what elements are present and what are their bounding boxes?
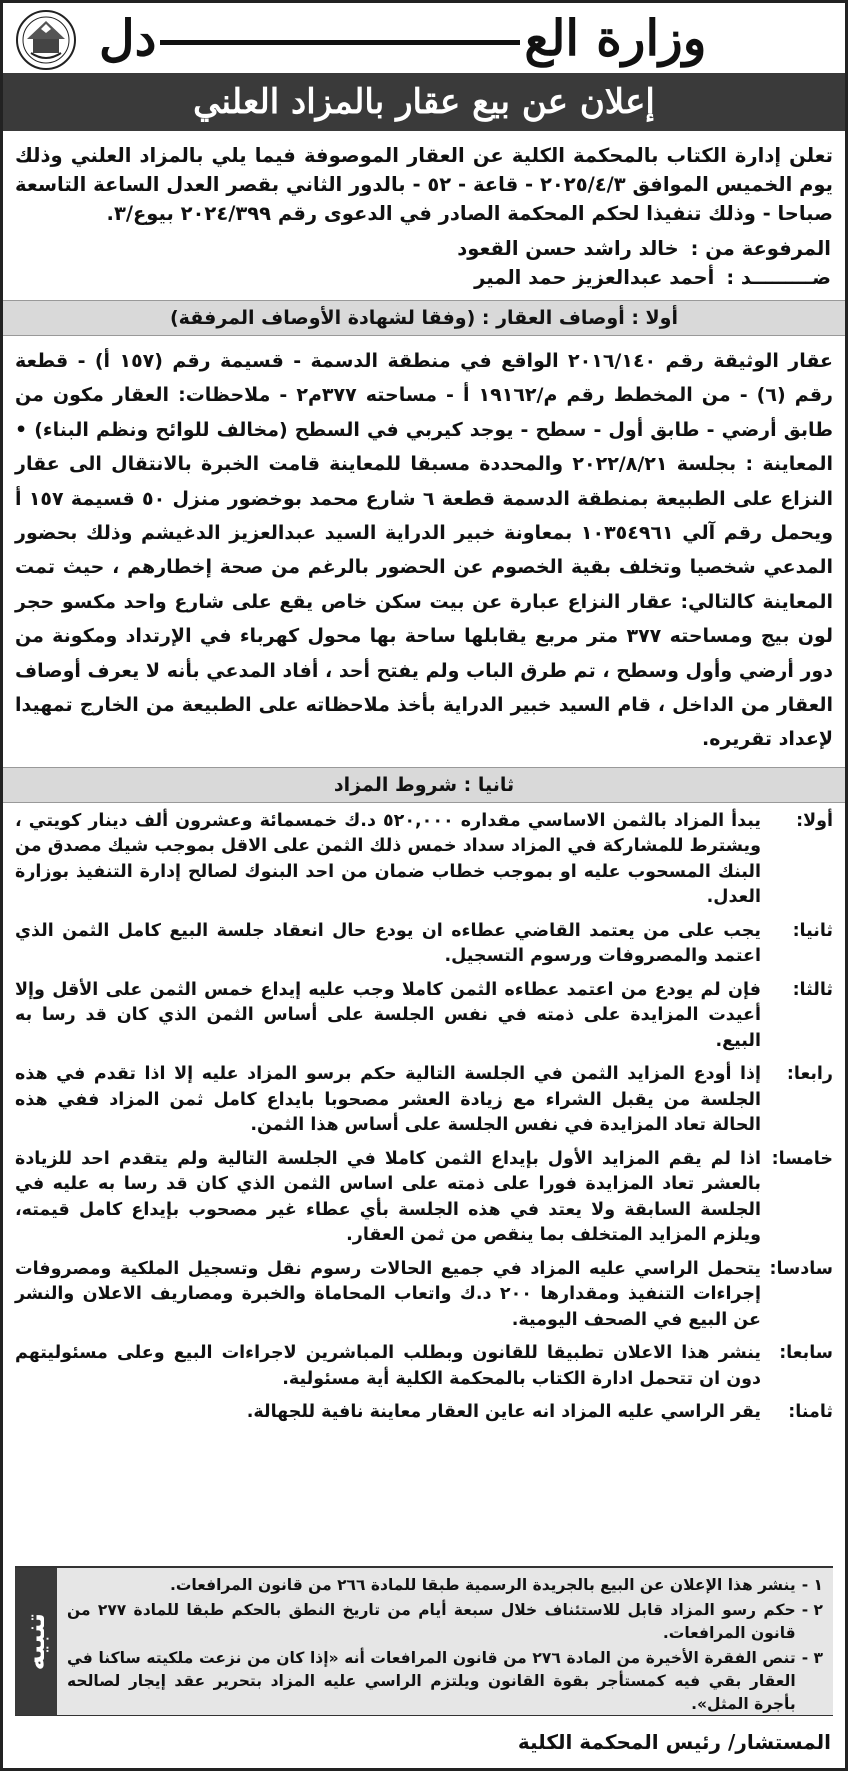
ministry-title bbox=[99, 8, 707, 67]
condition-item bbox=[15, 1341, 833, 1392]
signature bbox=[518, 1730, 831, 1754]
announcement-title: إعلان عن بيع عقار بالمزاد العلني bbox=[193, 82, 655, 122]
condition-text: يجب على من يعتمد القاضي عطاءه ان يودع حال انعقاد جلسة البيع كامل الثمن الذي اعتمد والمصروفات ورسوم التسجيل. bbox=[15, 920, 761, 967]
condition-label: ثامنا: bbox=[788, 1402, 833, 1423]
notice-item bbox=[67, 1574, 823, 1597]
notice-text: ينشر هذا الإعلان عن البيع بالجريدة الرسمية طبقا للمادة ٢٦٦ من قانون المرافعات. bbox=[169, 1576, 796, 1594]
property-description-text: عقار الوثيقة رقم ٢٠١٦/١٤٠ الواقع في منطقة الدسمة - قسيمة رقم (١٥٧ أ) - قطعة رقم (٦) - من المخطط رقم م/١٩١٦٢ أ - مساحته ٣٧٧م٢ - ملاحظات: العقار مكون من طابق أرضي - طابق أول - سطح - يوجد كيربي في السطح (مخالف للوائح ونظم البناء) • المعاينة : بجلسة ٢٠٢٢/٨/٢١ والمحددة مسبقا للمعاينة قامت الخبرة بالانتقال الى عقار النزاع على الطبيعة بمنطقة الدسمة قطعة ٦ شارع محمد بوخضور منزل ٥٠ قسيمة ١٥٧ أ ويحمل رقم آلي ١٠٣٥٤٩٦١ بمعاونة خبير الدراية السيد عبدالعزيز الدغيشم وذلك بحضور المدعي شخصيا وتخلف بقية الخصوم عن الحضور بالرغم من صحة إخطارهم ، حيث تمت المعاينة كالتالي: عقار النزاع عبارة عن بيت سكن خاص يقع على شارع واحد مكسو حجر لون بيج ومساحته ٣٧٧ متر مربع يقابلها ساحة بها محول كهرباء في الإرتداد ومكونة من دور أرضي وأول وسطح ، تم طرق الباب ولم يفتح أحد ، أفاد المدعي بأنه لا يعرف أوصاف العقار من الداخل ، قام السيد خبير الدراية بأخذ ملاحظاته على الطبيعة من الخارج تمهيدا لإعداد تقريره. bbox=[15, 350, 834, 751]
plaintiff-label: المرفوعة من : bbox=[690, 237, 831, 260]
condition-text: يبدأ المزاد بالثمن الاساسي مقداره ٥٢٠,٠٠٠ د.ك خمسمائة وعشرون ألف دينار كويتي ، ويشترط للمشاركة في المزاد سداد خمس ذلك الثمن على الاقل بموجب شيك مصدق من البنك المسحوب عليه او بموجب خطاب ضمان من احد البنوك لصالح إدارة التنفيذ بوزارة العدل. bbox=[15, 810, 761, 908]
notice-item bbox=[67, 1647, 823, 1716]
condition-label: رابعا: bbox=[786, 1064, 833, 1085]
condition-text: يقر الراسي عليه المزاد انه عاين العقار معاينة نافية للجهالة. bbox=[246, 1402, 761, 1423]
section-property-description-title: أولا : أوصاف العقار : (وفقا لشهادة الأوصاف المرفقة) bbox=[170, 307, 679, 329]
auction-conditions-list bbox=[3, 803, 845, 1438]
notice-text: تنص الفقرة الأخيرة من المادة ٢٧٦ من قانون المرافعات أنه «إذا كان من نزعت ملكيته ساكنا في العقار بقي فيه كمستأجر بقوة القانون ويلتزم الراسي عليه المزاد بتحرير عقد إيجار لصالحه بأجرة المثل». bbox=[67, 1649, 796, 1713]
intro-paragraph bbox=[3, 131, 845, 234]
condition-label: ثانيا: bbox=[792, 920, 833, 941]
condition-label: خامسا: bbox=[771, 1148, 833, 1169]
plaintiff-name: خالد راشد حسن القعود bbox=[457, 237, 679, 260]
condition-label: ثالثا: bbox=[792, 979, 833, 1000]
property-description bbox=[3, 336, 845, 767]
plaintiff-row bbox=[17, 234, 831, 263]
ministry-title-end: دل bbox=[99, 8, 157, 67]
condition-text: يتحمل الراسي عليه المزاد في جميع الحالات رسوم نقل وتسجيل الملكية ومصروفات إجراءات التنفيذ ومقدارها ٢٠٠ د.ك واتعاب المحاماة والخبرة ومصاريف الاعلان والنشر عن البيع في الصحف اليومية. bbox=[15, 1258, 761, 1330]
condition-item bbox=[15, 1147, 833, 1249]
condition-label: سادسا: bbox=[769, 1258, 833, 1279]
parties-block bbox=[3, 234, 845, 300]
kuwait-emblem-icon bbox=[15, 9, 77, 71]
defendant-name: أحمد عبدالعزيز حمد المير bbox=[474, 266, 715, 289]
notice-number: ١ - bbox=[801, 1576, 823, 1594]
condition-text: إذا أودع المزايد الثمن في الجلسة التالية حكم برسو المزاد عليه إلا اذا تقدم في هذه الجلسة من يقبل الشراء مع زيادة العشر مصحوبا بايداع كامل ثمن المزاد ففي هذه الحالة تعاد المزايدة في نفس الجلسة على أساس هذا الثمن. bbox=[15, 1064, 761, 1136]
section-auction-conditions-title: ثانيا : شروط المزاد bbox=[333, 773, 515, 796]
condition-item bbox=[15, 919, 833, 970]
condition-item bbox=[15, 978, 833, 1055]
notice-item bbox=[67, 1599, 823, 1645]
notice-list bbox=[57, 1568, 833, 1715]
condition-text: ينشر هذا الاعلان تطبيقا للقانون وبطلب المباشرين لاجراءات البيع وعلى مسئوليتهم دون ان تتحمل ادارة الكتاب بالمحكمة الكلية أية مسئولية. bbox=[15, 1343, 761, 1389]
defendant-row bbox=[17, 263, 831, 292]
section-auction-conditions-header bbox=[3, 767, 845, 803]
signature-text: المستشار/ رئيس المحكمة الكلية bbox=[517, 1730, 831, 1754]
notice-box bbox=[15, 1566, 833, 1716]
section-property-description-header bbox=[3, 300, 845, 336]
condition-item bbox=[15, 809, 833, 911]
condition-item bbox=[15, 1257, 833, 1334]
notice-tag-label: تنبيه bbox=[21, 1612, 51, 1671]
intro-text: تعلن إدارة الكتاب بالمحكمة الكلية عن العقار الموصوفة فيما يلي بالمزاد العلني وذلك يوم الخميس الموافق ٢٠٢٥/٤/٣ - قاعة - ٥٢ - بالدور الثاني بقصر العدل الساعة التاسعة صباحا - وذلك تنفيذا لحكم المحكمة الصادر في الدعوى رقم ٢٠٢٤/٣٩٩ بيوع/٣. bbox=[15, 144, 833, 225]
title-kashida bbox=[160, 40, 520, 45]
condition-item bbox=[15, 1062, 833, 1139]
ministry-title-start: وزارة الع bbox=[524, 8, 707, 67]
defendant-label: ضـــــــــد : bbox=[726, 266, 831, 289]
notice-tag bbox=[15, 1568, 57, 1715]
condition-label: أولا: bbox=[796, 810, 833, 831]
notice-number: ٣ - bbox=[801, 1649, 823, 1667]
masthead bbox=[3, 3, 845, 73]
announcement-title-banner bbox=[3, 73, 845, 131]
condition-text: فإن لم يودع من اعتمد عطاءه الثمن كاملا وجب عليه إيداع خمس الثمن على الأقل وإلا أعيدت المزايدة على ذمته في نفس الجلسة على أساس الثمن الذي كان قد رسا به البيع. bbox=[15, 979, 761, 1051]
notice-number: ٢ - bbox=[801, 1601, 823, 1619]
condition-text: اذا لم يقم المزايد الأول بإيداع الثمن كاملا في الجلسة التالية ولم يتقدم احد للزيادة بالعشر تعاد المزايدة فورا على ذمته على اساس الثمن الذي كان قد رسا به عليه في الجلسة السابقة ولا يعتد في هذه الجلسة بأي عطاء غير مصحوب بإيداع كامل قيمته، ويلزم المزايد المتخلف بما ينقص من ثمن العقار. bbox=[15, 1148, 761, 1246]
condition-item bbox=[15, 1400, 833, 1426]
condition-label: سابعا: bbox=[779, 1343, 833, 1364]
notice-text: حكم رسو المزاد قابل للاستئناف خلال سبعة أيام من تاريخ النطق بالحكم طبقا للمادة ٢٧٧ من قانون المرافعات. bbox=[67, 1601, 796, 1642]
